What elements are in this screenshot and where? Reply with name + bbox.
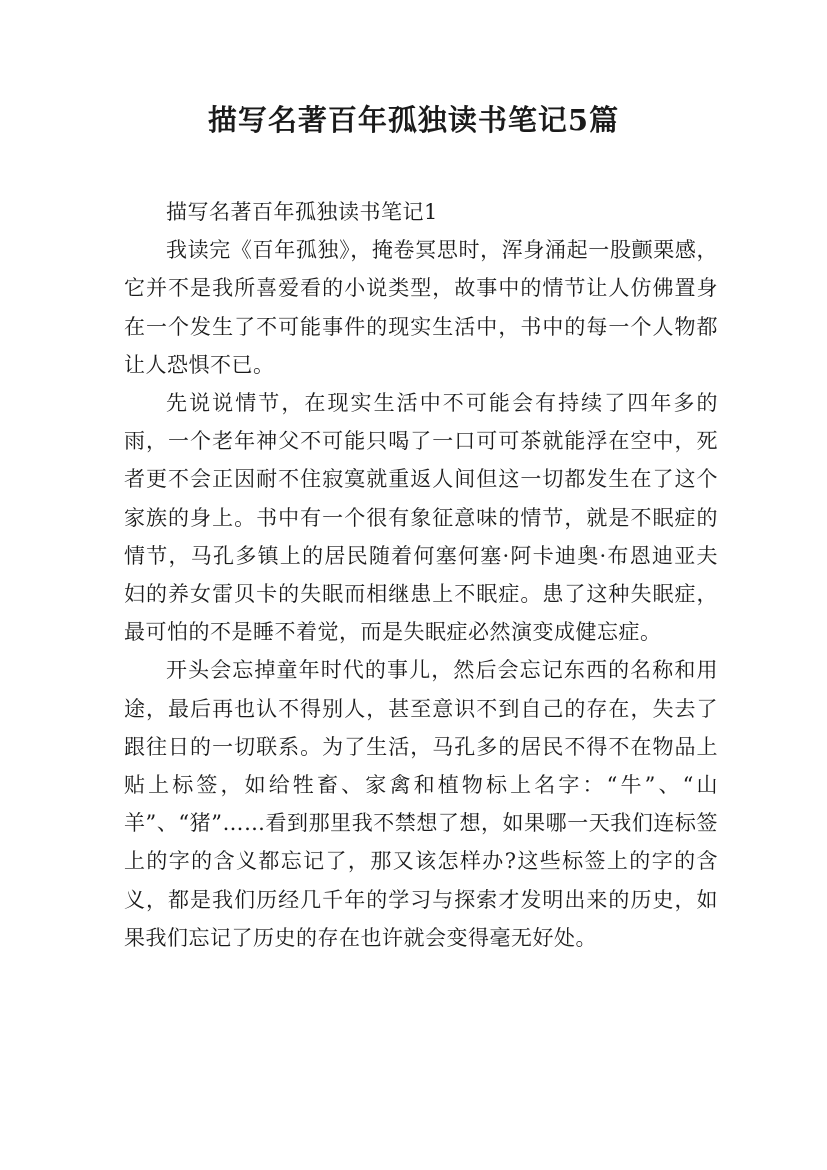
paragraph-1: 我读完《百年孤独》，掩卷冥思时，浑身涌起一股颤栗感，它并不是我所喜爱看的小说类型，故事中的情节让人仿佛置身在一个发生了不可能事件的现实生活中，书中的每一个人物都让人恐惧不已。 [124, 238, 718, 377]
paragraph-2: 先说说情节，在现实生活中不可能会有持续了四年多的雨，一个老年神父不可能只喝了一口可可茶就能浮在空中，死者更不会正因耐不住寂寞就重返人间但这一切都发生在了这个家族的身上。书中有一个很有象征意味的情节，就是不眠症的情节，马孔多镇上的居民随着何塞何塞·阿卡迪奥·布恩迪亚夫妇的养女雷贝卡的失眠而相继患上不眠症。患了这种失眠症，最可怕的不是睡不着觉，而是失眠症必然演变成健忘症。 [124, 391, 718, 645]
document-title: 描写名著百年孤独读书笔记5篇 [207, 103, 620, 137]
document-body [124, 193, 718, 957]
section-heading: 描写名著百年孤独读书笔记1 [166, 200, 438, 224]
paragraph-3: 开头会忘掉童年时代的事儿，然后会忘记东西的名称和用途，最后再也认不得别人，甚至意识不到自己的存在，失去了跟往日的一切联系。为了生活，马孔多的居民不得不在物品上贴上标签，如给牲畜、家禽和植物标上名字：“牛”、“山羊”、“猪”……看到那里我不禁想了想，如果哪一天我们连标签上的字的含义都忘记了，那又该怎样办?这些标签上的字的含义，都是我们历经几千年的学习与探索才发明出来的历史，如果我们忘记了历史的存在也许就会变得毫无好处。 [124, 658, 718, 950]
